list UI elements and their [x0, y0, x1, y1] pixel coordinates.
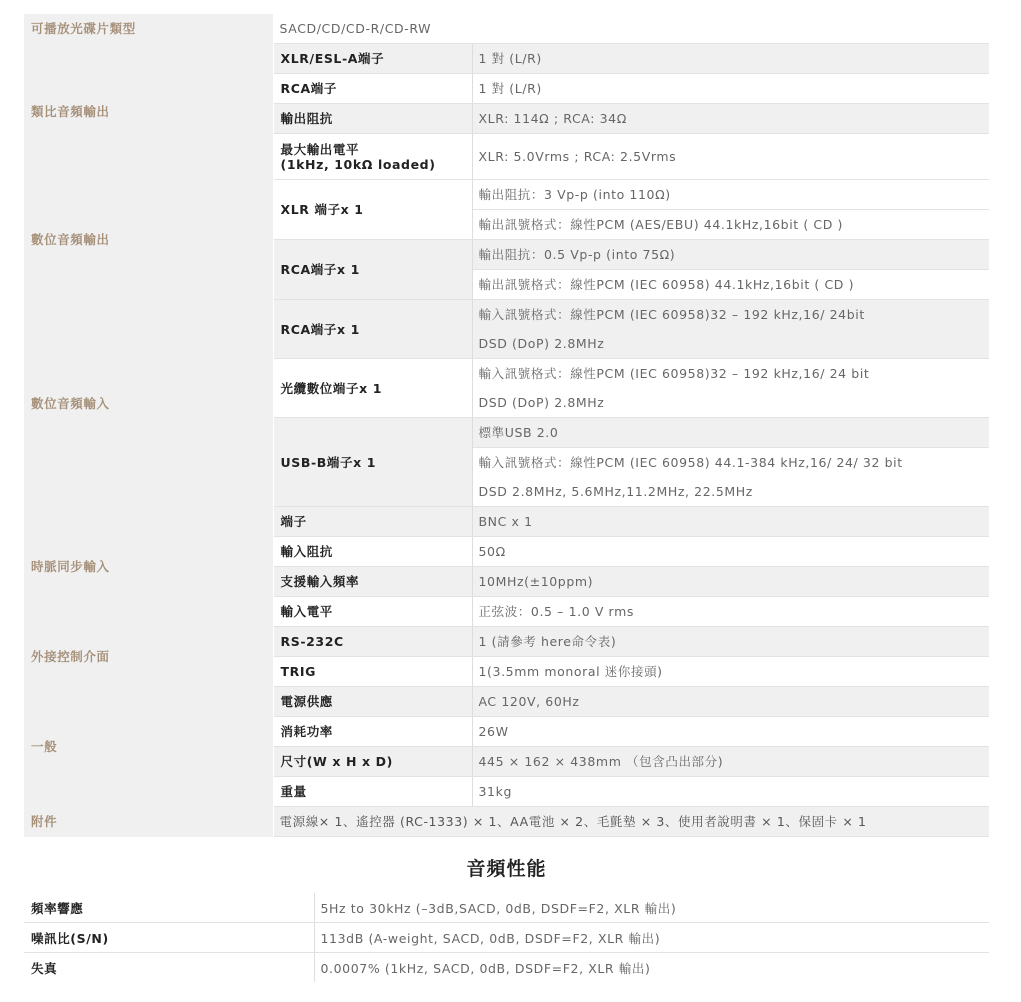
spec-value: 輸出訊號格式：線性PCM (IEC 60958) 44.1kHz,16bit ( CD )	[472, 270, 989, 300]
spec-value: BNC x 1	[472, 507, 989, 537]
spec-name: 消耗功率	[273, 717, 472, 747]
spec-value: 輸入訊號格式：線性PCM (IEC 60958)32 – 192 kHz,16/ 24bit	[472, 300, 989, 330]
category-label: 可播放光碟片類型	[24, 14, 273, 44]
category-label: 數位音頻輸入	[24, 300, 273, 507]
performance-row	[24, 923, 989, 953]
spec-name: RS-232C	[273, 627, 472, 657]
category-label: 數位音頻輸出	[24, 180, 273, 300]
spec-table	[24, 14, 989, 837]
spec-name: 尺寸(W x H x D)	[273, 747, 472, 777]
spec-value: 輸入訊號格式：線性PCM (IEC 60958) 44.1-384 kHz,16/ 24/ 32 bit	[472, 448, 989, 478]
spec-value: AC 120V, 60Hz	[472, 687, 989, 717]
section-title: 音頻性能	[466, 858, 547, 880]
spec-name: XLR/ESL-A端子	[273, 44, 472, 74]
spec-row-disc	[24, 14, 989, 44]
spec-value: SACD/CD/CD-R/CD-RW	[273, 14, 989, 44]
spec-value: 1 對 (L/R)	[472, 74, 989, 104]
spec-value: 10MHz(±10ppm)	[472, 567, 989, 597]
spec-value: 輸出阻抗：3 Vp-p (into 110Ω)	[472, 180, 989, 210]
spec-name: RCA端子x 1	[273, 300, 472, 359]
performance-row	[24, 953, 989, 983]
spec-value: XLR: 114Ω ; RCA: 34Ω	[472, 104, 989, 134]
spec-name: RCA端子x 1	[273, 240, 472, 300]
spec-name: 光纜數位端子x 1	[273, 359, 472, 418]
spec-name: RCA端子	[273, 74, 472, 104]
performance-name: 失真	[24, 953, 314, 983]
spec-name: 輸入電平	[273, 597, 472, 627]
spec-value: XLR: 5.0Vrms ; RCA: 2.5Vrms	[472, 134, 989, 180]
performance-value: 0.0007% (1kHz, SACD, 0dB, DSDF=F2, XLR 輸出)	[320, 960, 651, 976]
spec-value: 輸出阻抗：0.5 Vp-p (into 75Ω)	[472, 240, 989, 270]
spec-row	[24, 300, 989, 330]
spec-row-accessories	[24, 807, 989, 837]
performance-name: 頻率響應	[24, 893, 314, 923]
spec-name: XLR 端子x 1	[273, 180, 472, 240]
spec-value: 1 (請參考 here命令表)	[472, 627, 989, 657]
spec-value: 輸出訊號格式：線性PCM (AES/EBU) 44.1kHz,16bit ( CD )	[472, 210, 989, 240]
spec-name: USB-B端子x 1	[273, 418, 472, 507]
spec-row	[24, 44, 989, 74]
spec-name: 重量	[273, 777, 472, 807]
spec-name: 輸出阻抗	[273, 104, 472, 134]
spec-name	[273, 134, 472, 180]
spec-value: 1(3.5mm monoral 迷你接頭)	[472, 657, 989, 687]
category-label: 外接控制介面	[24, 627, 273, 687]
spec-value: 26W	[472, 717, 989, 747]
spec-value: 445 × 162 × 438mm （包含凸出部分)	[472, 747, 989, 777]
category-label: 時脈同步輸入	[24, 507, 273, 627]
spec-value: 50Ω	[472, 537, 989, 567]
spec-row	[24, 507, 989, 537]
category-label: 附件	[24, 807, 273, 837]
spec-value: 31kg	[472, 777, 989, 807]
spec-name-line: (1kHz, 10kΩ loaded)	[280, 156, 436, 172]
category-label: 一般	[24, 687, 273, 807]
spec-name-line: 最大輸出電平	[280, 141, 360, 157]
spec-value: 正弦波：0.5 – 1.0 V rms	[472, 597, 989, 627]
performance-table	[24, 893, 989, 982]
spec-name: 電源供應	[273, 687, 472, 717]
performance-row	[24, 893, 989, 923]
spec-name: 輸入阻抗	[273, 537, 472, 567]
spec-name: 支援輸入頻率	[273, 567, 472, 597]
category-label: 類比音頻輸出	[24, 44, 273, 180]
spec-value: 電源線× 1、遙控器 (RC-1333) × 1、AA電池 × 2、毛氈墊 × 3、使用者說明書 × 1、保固卡 × 1	[273, 807, 989, 837]
spec-value: DSD 2.8MHz, 5.6MHz,11.2MHz, 22.5MHz	[472, 477, 989, 507]
performance-value: 113dB (A-weight, SACD, 0dB, DSDF=F2, XLR 輸出)	[314, 923, 989, 953]
spec-value: DSD (DoP) 2.8MHz	[472, 329, 989, 359]
spec-name: 端子	[273, 507, 472, 537]
spec-row	[24, 180, 989, 210]
spec-name: TRIG	[273, 657, 472, 687]
spec-value: 1 對 (L/R)	[472, 44, 989, 74]
spec-value: 標準USB 2.0	[472, 418, 989, 448]
performance-name: 噪訊比(S/N)	[24, 923, 314, 953]
performance-value: 5Hz to 30kHz (–3dB,SACD, 0dB, DSDF=F2, XLR 輸出)	[314, 893, 989, 923]
spec-row	[24, 687, 989, 717]
spec-value: 輸入訊號格式：線性PCM (IEC 60958)32 – 192 kHz,16/ 24 bit	[472, 359, 989, 389]
spec-row	[24, 627, 989, 657]
spec-value: DSD (DoP) 2.8MHz	[472, 388, 989, 418]
